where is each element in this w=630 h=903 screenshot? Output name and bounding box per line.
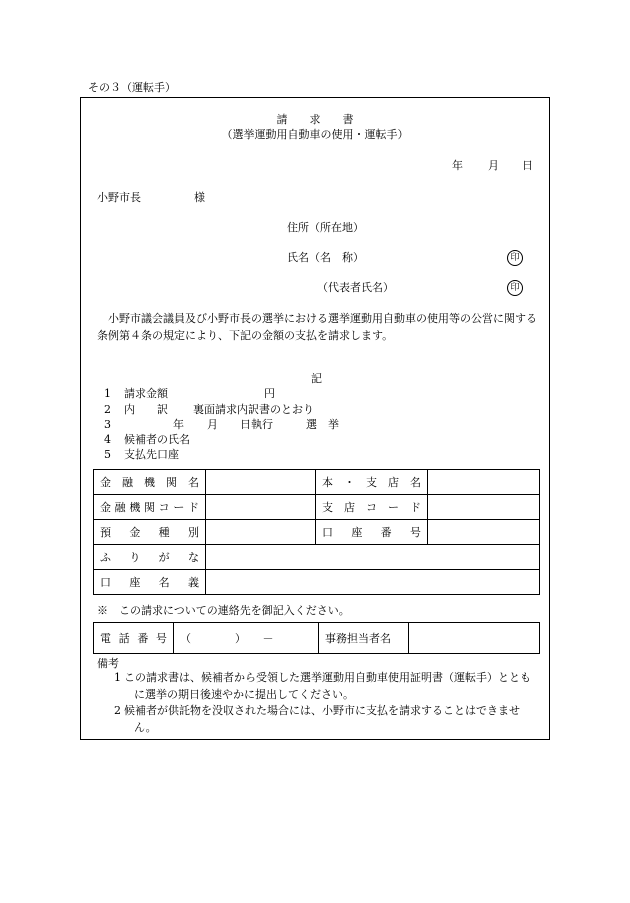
item-5-number: 5 <box>104 448 111 461</box>
remark-2-text: 候補者が供託物を没収された場合には、小野市に支払を請求することはできません。 <box>124 704 520 734</box>
item-1-label: 請求金額 <box>124 387 168 400</box>
contact-table <box>93 622 540 654</box>
item-3-number: 3 <box>104 418 111 431</box>
remark-1-text: この請求書は、候補者から受領した選挙運動用自動車使用証明書（運転手）とともに選挙の期日後速やかに提出してください。 <box>124 671 531 701</box>
bank-code-field[interactable] <box>206 495 316 520</box>
account-number-field[interactable] <box>428 520 540 545</box>
item-3-value: 月 日執行 選 挙 <box>207 418 339 431</box>
ki-heading: 記 <box>311 372 322 385</box>
item-4-number: 4 <box>104 433 111 446</box>
name-seal-mark: 印 <box>507 250 523 266</box>
table-row <box>94 520 540 545</box>
document-title: 請 求 書 <box>276 113 354 126</box>
phone-label: 電話番号 <box>94 623 174 654</box>
addressee-honorific: 様 <box>194 191 205 204</box>
account-number-label: 口座番号 <box>316 520 428 545</box>
furigana-label: ふりがな <box>94 545 206 570</box>
document-subtitle: （選挙運動用自動車の使用・運転手） <box>221 128 409 141</box>
remark-1-number: 1 <box>114 671 121 684</box>
staff-name-field[interactable] <box>409 623 540 654</box>
branch-code-label: 支店コード <box>316 495 428 520</box>
date-day: 日 <box>522 159 533 172</box>
table-row <box>94 470 540 495</box>
bank-name-field[interactable] <box>206 470 316 495</box>
deposit-type-label: 預金種別 <box>94 520 206 545</box>
remark-2-number: 2 <box>114 704 121 717</box>
addressee-name: 小野市長 <box>97 191 141 204</box>
name-label: 氏名（名 称） <box>287 251 364 264</box>
table-row <box>94 570 540 595</box>
contact-note: ※ この請求についての連絡先を御記入ください。 <box>97 604 350 617</box>
bank-code-label: 金融機関コード <box>94 495 206 520</box>
bank-name-label: 金融機関名 <box>94 470 206 495</box>
date-year: 年 <box>452 159 463 172</box>
address-label: 住所（所在地） <box>287 221 364 234</box>
form-reference: その３（運転手） <box>88 81 176 94</box>
request-body-text: 小野市議会議員及び小野市長の選挙における選挙運動用自動車の使用等の公営に関する条例第４条の規定により、下記の金額の支払を請求します。 <box>97 312 537 342</box>
representative-seal-mark: 印 <box>507 280 523 296</box>
item-2-label: 内 訳 <box>124 403 168 416</box>
branch-code-field[interactable] <box>428 495 540 520</box>
date-month: 月 <box>488 159 499 172</box>
furigana-field[interactable] <box>206 545 540 570</box>
item-1-number: 1 <box>104 387 111 400</box>
item-4-label: 候補者の氏名 <box>124 433 190 446</box>
table-row <box>94 495 540 520</box>
bank-account-table <box>93 469 540 595</box>
deposit-type-field[interactable] <box>206 520 316 545</box>
table-row <box>94 545 540 570</box>
remarks-heading: 備考 <box>97 657 119 670</box>
branch-name-field[interactable] <box>428 470 540 495</box>
representative-label: （代表者氏名） <box>317 281 394 294</box>
item-2-number: 2 <box>104 403 111 416</box>
staff-name-label: 事務担当者名 <box>319 623 409 654</box>
table-row <box>94 623 540 654</box>
account-holder-field[interactable] <box>206 570 540 595</box>
account-holder-label: 口座名義 <box>94 570 206 595</box>
branch-name-label: 本・支店名 <box>316 470 428 495</box>
item-2-value: 裏面請求内訳書のとおり <box>193 403 314 416</box>
item-3-label: 年 <box>173 418 184 431</box>
item-5-label: 支払先口座 <box>124 448 179 461</box>
item-1-value: 円 <box>264 387 275 400</box>
phone-field[interactable]: （ ） － <box>174 623 319 654</box>
